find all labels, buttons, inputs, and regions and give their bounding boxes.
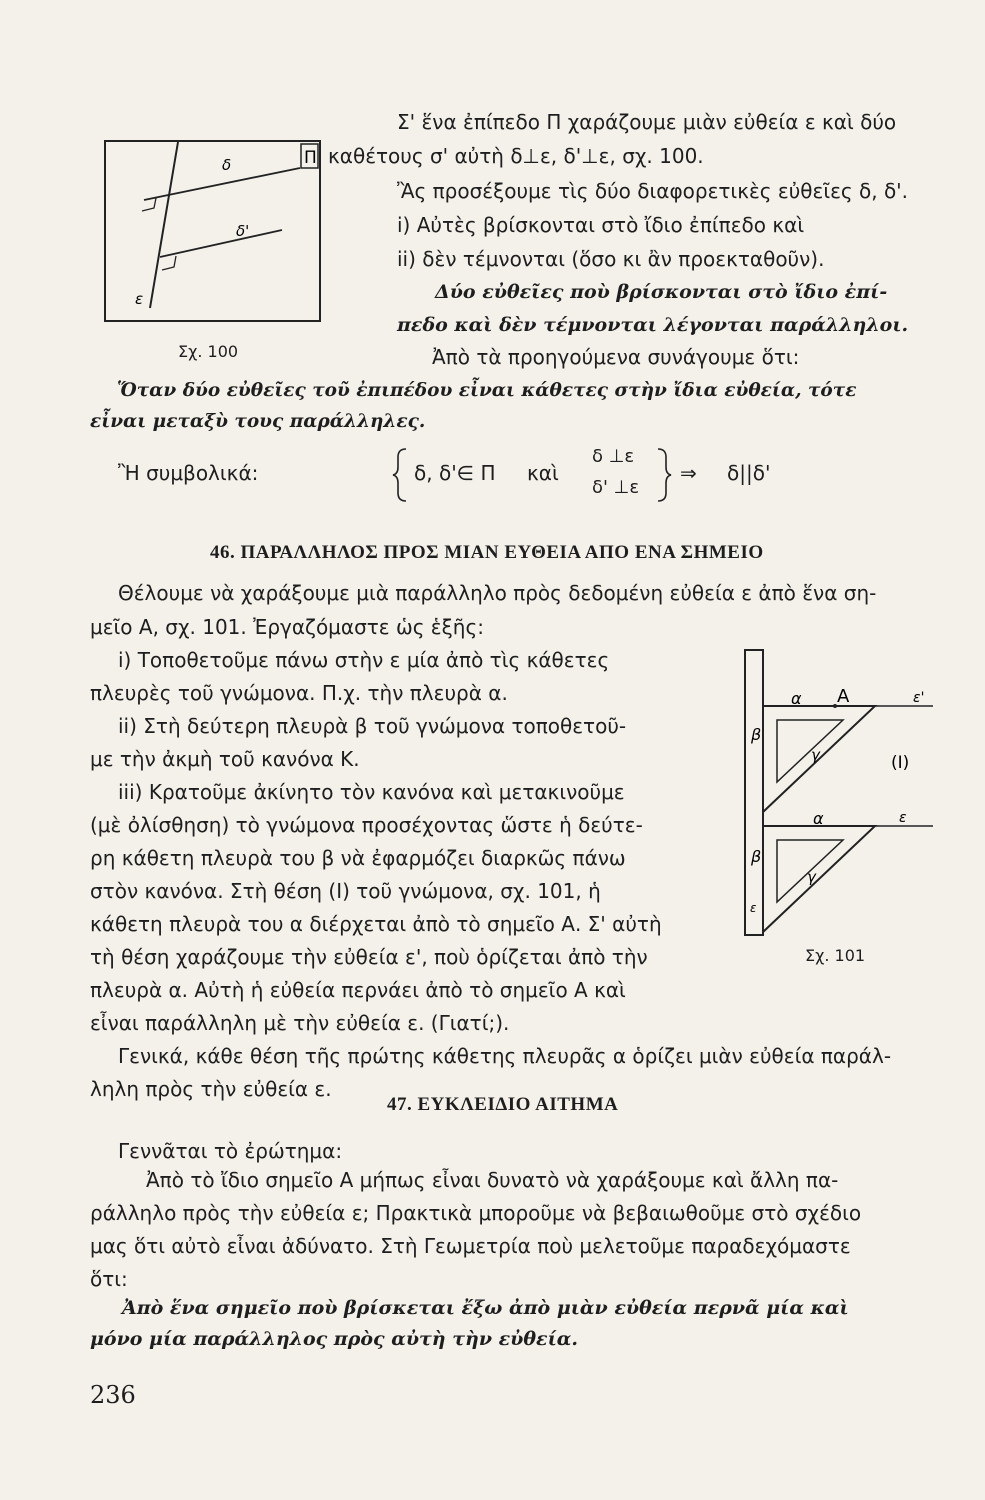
- label-delta-prime: δ': [236, 222, 250, 240]
- intro-line-6: Ἀπὸ τὰ προηγούμενα συνάγουμε ὅτι:: [432, 345, 800, 369]
- label-side-b-lower: β: [751, 847, 762, 866]
- section-47-title: 47. ΕΥΚΛΕΙΔΙΟ ΑΙΤΗΜΑ: [387, 1094, 619, 1115]
- s46-line: εἶναι παράλληλη μὲ τὴν εὐθεία ε. (Γιατί;).: [90, 1011, 510, 1035]
- s46-line: πλευρὲς τοῦ γνώμονα. Π.χ. τὴν πλευρὰ α.: [90, 681, 508, 705]
- s46-line: i) Τοποθετοῦμε πάνω στὴν ε μία ἀπὸ τὶς κάθετες: [118, 648, 610, 672]
- s46-line: Θέλουμε νὰ χαράξουμε μιὰ παράλληλο πρὸς δεδομένη εὐθεία ε ἀπὸ ἕνα ση-: [118, 581, 877, 605]
- s46-line: κάθετη πλευρὰ του α διέρχεται ἀπὸ τὸ σημεῖο Α. Σ' αὐτὴ: [90, 912, 662, 936]
- set-square-upper-inner: [777, 720, 843, 782]
- s46-line: μεῖο Α, σχ. 101. Ἐργαζόμαστε ὡς ἑξῆς:: [90, 615, 484, 639]
- line-delta-prime: [160, 230, 282, 257]
- definition-line-2: πεδο καὶ δὲν τέμνονται λέγονται παράλληλοι.: [397, 314, 909, 336]
- plane-label: Π: [304, 148, 317, 168]
- s46-line: στὸν κανόνα. Στὴ θέση (Ι) τοῦ γνώμονα, σχ. 101, ἡ: [90, 879, 601, 903]
- label-epsilon-prime: ε': [913, 690, 925, 706]
- symbolic-arrow: ⇒: [680, 461, 697, 485]
- s47-line: ράλληλο πρὸς τὴν εὐθεία ε; Πρακτικὰ μποροῦμε νὰ βεβαιωθοῦμε στὸ σχέδιο: [90, 1201, 862, 1225]
- figure-100-caption: Σχ. 100: [178, 342, 239, 361]
- label-ruler: ε: [750, 901, 757, 915]
- ruler: [745, 650, 763, 935]
- theorem-line-1: Ὅταν δύο εὐθεῖες τοῦ ἐπιπέδου εἶναι κάθετες στὴν ἴδια εὐθεία, τότε: [117, 380, 857, 401]
- section-46-title: 46. ΠΑΡΑΛΛΗΛΟΣ ΠΡΟΣ ΜΙΑΝ ΕΥΘΕΙΑ ΑΠΟ ΕΝΑ ΣΗΜΕΙΟ: [210, 542, 764, 563]
- s47-line: ὅτι:: [90, 1267, 128, 1291]
- symbolic-condition-2: δ' ⊥ε: [592, 477, 640, 498]
- right-angle-mark: [162, 256, 176, 270]
- symbolic-condition-1: δ ⊥ε: [592, 446, 635, 467]
- label-position-I: (Ι): [891, 753, 910, 773]
- intro-line-4: i) Αὐτὲς βρίσκονται στὸ ἴδιο ἐπίπεδο καὶ: [397, 213, 805, 237]
- symbolic-premise: δ, δ'∈ Π: [414, 461, 496, 485]
- label-epsilon: ε: [899, 810, 907, 826]
- page-number: 236: [90, 1381, 136, 1409]
- symbolic-result: δ||δ': [727, 461, 771, 485]
- s46-line: ληλη πρὸς τὴν εὐθεία ε.: [90, 1077, 332, 1101]
- theorem-line-2: εἶναι μεταξὺ τους παράλληλες.: [90, 411, 426, 432]
- s46-line: ii) Στὴ δεύτερη πλευρὰ β τοῦ γνώμονα τοποθετοῦ-: [118, 714, 627, 738]
- label-delta: δ: [222, 156, 232, 174]
- intro-line-1: Σ' ἕνα ἐπίπεδο Π χαράζουμε μιὰν εὐθεία ε καὶ δύο: [397, 110, 897, 134]
- s46-line: ρη κάθετη πλευρὰ του β νὰ ἐφαρμόζει διαρκῶς πάνω: [90, 846, 626, 870]
- s47-line: Ἀπὸ τὸ ἴδιο σημεῖο Α μήπως εἶναι δυνατὸ νὰ χαράξουμε καὶ ἄλλη πα-: [146, 1168, 839, 1192]
- definition-line-1: Δύο εὐθεῖες ποὺ βρίσκονται στὸ ἴδιο ἐπί-: [435, 281, 888, 303]
- symbolic-and: καὶ: [527, 461, 559, 485]
- figure-100: [104, 140, 322, 322]
- label-side-b: β: [751, 725, 762, 744]
- label-side-a: α: [791, 689, 802, 708]
- s46-line: (μὲ ὀλίσθηση) τὸ γνώμονα προσέχοντας ὥστε ἡ δεύτε-: [90, 813, 643, 837]
- intro-line-2: καθέτους σ' αὐτὴ δ⊥ε, δ'⊥ε, σχ. 100.: [328, 144, 704, 168]
- intro-line-5: ii) δὲν τέμνονται (ὅσο κι ἂν προεκταθοῦν).: [397, 247, 825, 271]
- intro-line-3: Ἂς προσέξουμε τὶς δύο διαφορετικὲς εὐθεῖες δ, δ'.: [397, 179, 909, 203]
- axiom-line-1: Ἀπὸ ἕνα σημεῖο ποὺ βρίσκεται ἔξω ἀπὸ μιὰν εὐθεία περνᾶ μία καὶ: [122, 1297, 849, 1319]
- label-point-A: Α: [837, 686, 850, 707]
- label-epsilon: ε: [135, 290, 144, 308]
- s46-line: τὴ θέση χαράζουμε τὴν εὐθεία ε', ποὺ ὁρίζεται ἀπὸ τὴν: [90, 945, 648, 969]
- axiom-line-2: μόνο μία παράλληλος πρὸς αὐτὴ τὴν εὐθεία.: [90, 1328, 579, 1350]
- label-side-a-lower: α: [813, 809, 824, 828]
- s46-line: πλευρὰ α. Αὐτὴ ἡ εὐθεία περνάει ἀπὸ τὸ σημεῖο Α καὶ: [90, 978, 626, 1002]
- line-epsilon: [150, 142, 178, 308]
- set-square-lower: [763, 826, 875, 932]
- label-side-g: γ: [811, 746, 820, 764]
- label-side-g-lower: γ: [807, 868, 816, 886]
- s47-line: Γεννᾶται τὸ ἐρώτημα:: [118, 1139, 343, 1163]
- right-brace: [654, 447, 674, 503]
- s46-line: με τὴν ἀκμὴ τοῦ κανόνα Κ.: [90, 747, 360, 771]
- symbolic-label: Ἢ συμβολικά:: [118, 461, 259, 485]
- figure-101-caption: Σχ. 101: [805, 946, 866, 965]
- s46-line: Γενικά, κάθε θέση τῆς πρώτης κάθετης πλευρᾶς α ὁρίζει μιὰν εὐθεία παράλ-: [118, 1044, 892, 1068]
- s47-line: μας ὅτι αὐτὸ εἶναι ἀδύνατο. Στὴ Γεωμετρία ποὺ μελετοῦμε παραδεχόμαστε: [90, 1234, 851, 1258]
- s46-line: iii) Κρατοῦμε ἀκίνητο τὸν κανόνα καὶ μετακινοῦμε: [118, 780, 625, 804]
- figure-101: [735, 640, 945, 940]
